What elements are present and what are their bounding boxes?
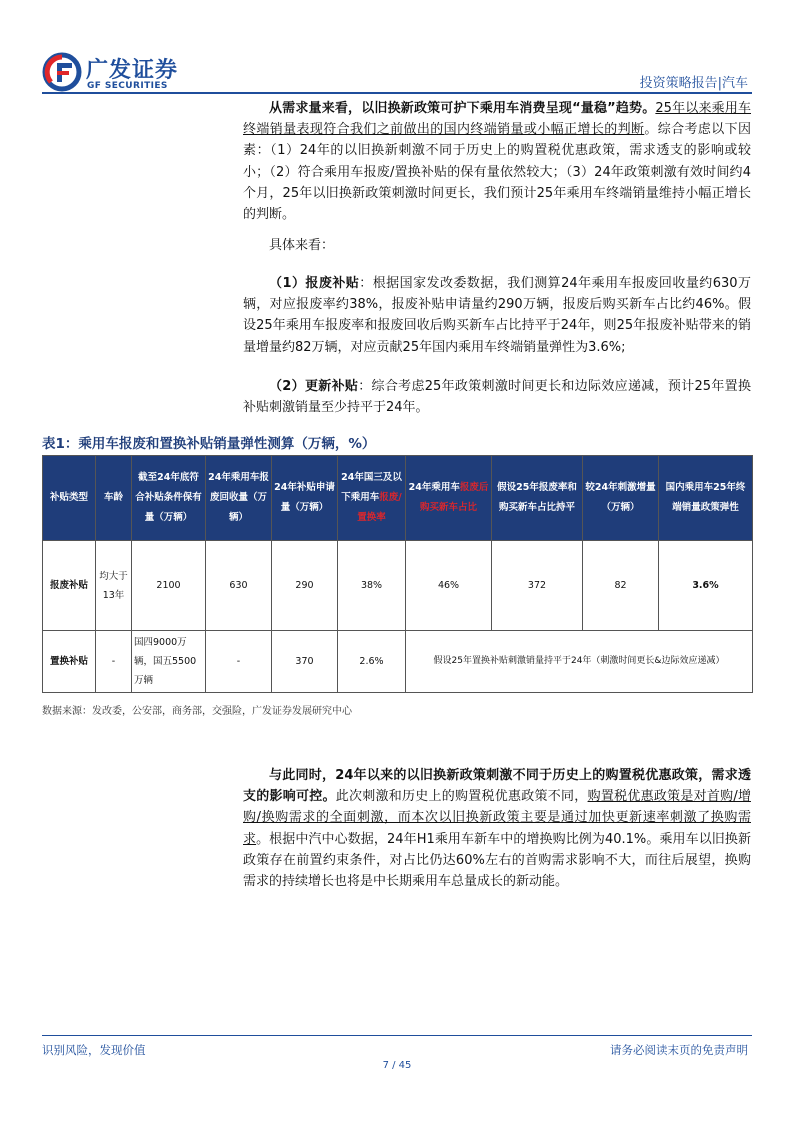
cell-stock: 2100	[132, 541, 206, 631]
cell-increment: 82	[583, 541, 659, 631]
cell-note: 假设25年置换补贴刺激销量持平于24年（刺激时间更长&边际效应递减）	[406, 631, 753, 693]
header-vehicle-age: 车龄	[96, 456, 132, 541]
header-scrap-rate-text: 24年国三及以下乘用车	[341, 472, 402, 503]
page-number: 7 / 45	[382, 1060, 412, 1071]
cell-apply: 290	[272, 541, 338, 631]
subsidy-table	[42, 455, 753, 693]
footer-disclaimer: 请务必阅读末页的免责声明	[610, 1043, 748, 1057]
header-divider	[42, 92, 752, 94]
header-increment: 较24年刺激增量（万辆）	[583, 456, 659, 541]
table-source: 数据来源：发改委，公安部，商务部，交强险，广发证券发展研究中心	[42, 706, 352, 717]
scrap-paragraph	[243, 273, 751, 358]
cell-type: 置换补贴	[43, 631, 96, 693]
cell-recycle: -	[206, 631, 272, 693]
header-scrap-rate	[338, 456, 406, 541]
cell-rate: 2.6%	[338, 631, 406, 693]
intro-rest: 。综合考虑以下因素：（1）24年的以旧换新刺激不同于历史上的购置税优惠政策，需求透支的影响或较小；（2）符合乘用车报废/置换补贴的保有量依然较大；（3）24年政策刺激有效时间约4个月，25年以旧换新政策刺激时间更长，我们预计25年乘用车终端销量维持小幅正增长的判断。	[243, 122, 751, 223]
table-row	[43, 541, 753, 631]
cell-recycle: 630	[206, 541, 272, 631]
conclusion-bold: 与此同时，24年以来的以旧换新政策刺激不同于历史上的购置税优惠政策，需求透支的影响可控。	[243, 768, 751, 805]
scrap-bold: （1）报废补贴	[269, 276, 360, 291]
company-logo	[42, 52, 192, 94]
cell-apply: 370	[272, 631, 338, 693]
cell-assume: 372	[492, 541, 583, 631]
conclusion-text2: 。根据中汽中心数据，24年H1乘用车新车中的增换购比例为40.1%。乘用车以旧换新政策存在前置约束条件，对占比仍达60%左右的首购需求影响不大，而往后展望，换购需求的持续增长也将是中长期乘用车总量成长的新动能。	[243, 831, 751, 890]
header-new-car-share-red: 报废后购买新车占比	[419, 482, 489, 513]
scrap-text: ：根据国家发改委数据，我们测算24年乘用车报废回收量约630万辆，对应报废率约38%，报废补贴申请量约290万辆，报废后购买新车占比约46%。假设25年乘用车报废率和报废回收后购买新车占比持平于24年，则25年报废补贴带来的销量增量约82万辆，对应贡献25年国内乘用车终端销量弹性为3.6%;	[243, 276, 752, 355]
footer-divider	[42, 1035, 752, 1036]
header-eligible-stock: 截至24年底符合补贴条件保有量（万辆）	[132, 456, 206, 541]
cell-type: 报废补贴	[43, 541, 96, 631]
specific-heading: 具体来看：	[269, 238, 335, 253]
intro-underlined: 25年以来乘用车终端销量表现符合我们之前做出的国内终端销量或小幅正增长的判断	[243, 101, 751, 138]
cell-age: 均大于13年	[96, 541, 132, 631]
header-subsidy-type: 补贴类型	[43, 456, 96, 541]
header-scrap-rate-red: 报废/置换率	[357, 492, 402, 523]
renew-bold: （2）更新补贴	[269, 379, 359, 394]
renew-paragraph	[243, 376, 751, 418]
gf-logo-icon	[42, 52, 82, 92]
logo-english-text: GF SECURITIES	[87, 81, 168, 91]
cell-age: -	[96, 631, 132, 693]
header-new-car-share-text: 24年乘用车	[408, 482, 460, 493]
intro-bold: 从需求量来看，以旧换新政策可护下乘用车消费呈现“量稳”趋势。	[269, 101, 656, 116]
cell-new-share: 46%	[406, 541, 492, 631]
footer-slogan: 识别风险，发现价值	[42, 1043, 146, 1057]
report-type: 投资策略报告|汽车	[639, 76, 748, 91]
cell-rate: 38%	[338, 541, 406, 631]
intro-paragraph	[243, 98, 751, 225]
conclusion-text1: 此次刺激和历史上的购置税优惠政策不同，	[335, 789, 588, 805]
header-apply-volume: 24年补贴申请量（万辆）	[272, 456, 338, 541]
cell-stock: 国四9000万辆，国五5500万辆	[132, 631, 206, 693]
header-recycle-volume: 24年乘用车报废回收量（万辆）	[206, 456, 272, 541]
conclusion-paragraph	[243, 765, 751, 892]
conclusion-underlined: 购置税优惠政策是对首购/增购/换购需求的全面刺激，而本次以旧换新政策主要是通过加快更新速率刺激了换购需求	[243, 789, 751, 847]
header-new-car-share	[406, 456, 492, 541]
header-elasticity: 国内乘用车25年终端销量政策弹性	[659, 456, 753, 541]
cell-elasticity: 3.6%	[659, 541, 753, 631]
table-title: 表1：乘用车报废和置换补贴销量弹性测算（万辆，%）	[42, 436, 376, 452]
renew-text: ：综合考虑25年政策刺激时间更长和边际效应递减，预计25年置换补贴刺激销量至少持平于24年。	[243, 379, 751, 416]
table-row	[43, 631, 753, 693]
logo-chinese-text: 广发证券	[86, 58, 179, 83]
header-assumption: 假设25年报废率和购买新车占比持平	[492, 456, 583, 541]
table-header-row	[43, 456, 753, 541]
